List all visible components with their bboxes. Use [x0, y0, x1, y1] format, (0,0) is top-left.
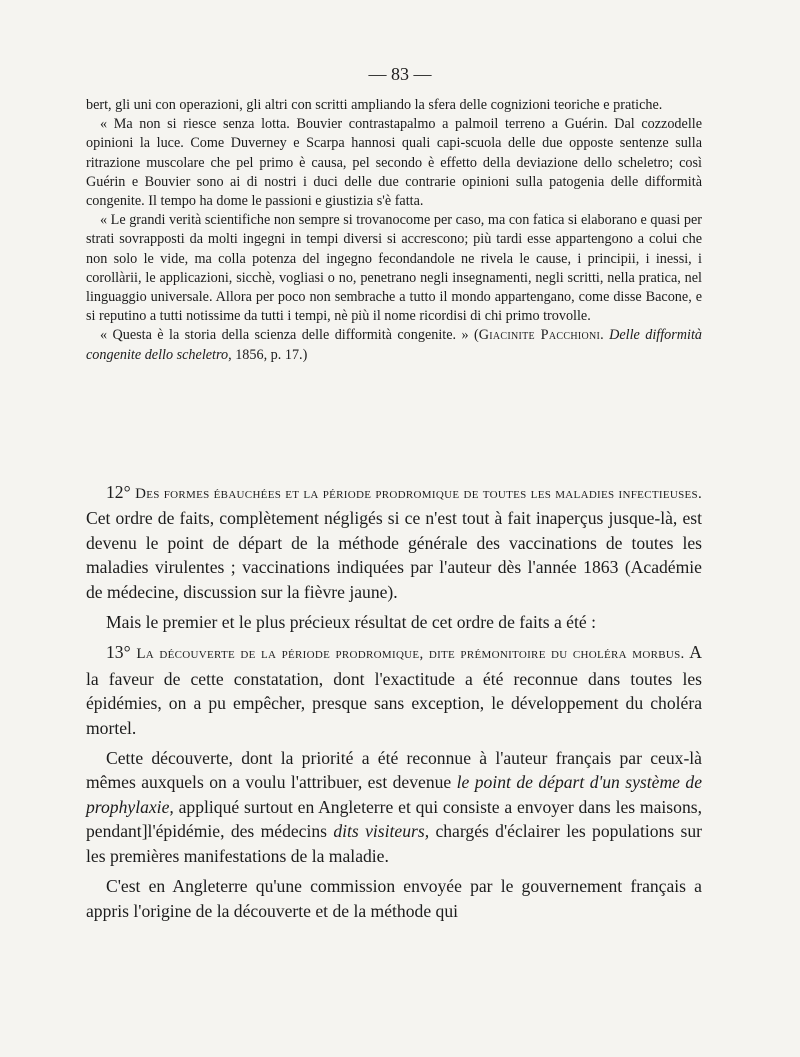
italian-quotation: [86, 96, 702, 365]
quote-author: Giacinite Pacchioni: [478, 327, 601, 344]
section-12: [86, 480, 702, 604]
quote-paragraph-4: [86, 326, 702, 364]
cette-text-3: chargés d'éclairer les populations sur les premières manifestations de la maladie.: [86, 821, 702, 866]
cette-text-2: appliqué surtout en Angleterre et qui consiste a envoyer dans les maisons, pendant]l'épidémie, des médecins: [86, 796, 702, 842]
page-number: — 83 —: [368, 64, 432, 84]
quote-closing-text: « Questa è la storia della scienza delle difformità congenite. » (: [100, 327, 479, 344]
section-12-number: 12°: [106, 482, 136, 502]
paragraph-cette: [86, 746, 702, 868]
section-13: [86, 640, 702, 740]
quote-book-title: Delle difformità congenite dello scheletro: [86, 327, 703, 363]
cette-emphasis-2: dits visiteurs,: [333, 821, 430, 842]
paragraph-cest: C'est en Angleterre qu'une commission envoyée par le gouvernement français a appris l'origine de la découverte et de la méthode qui: [86, 876, 702, 921]
section-13-number: 13°: [106, 642, 137, 663]
section-13-text: A la faveur de cette constatation, dont l'exactitude a été reconnue dans toutes les épidémies, on a pu empêcher, presque sans exception, le développement du choléra mortel.: [86, 642, 703, 738]
main-text: [86, 480, 702, 923]
paragraph-mais: Mais le premier et le plus précieux résultat de cet ordre de faits a été :: [106, 612, 596, 633]
quote-separator: .: [600, 327, 610, 344]
section-12-heading: Des formes ébauchées et la période prodromique de toutes les maladies infectieuses.: [135, 486, 702, 502]
cette-emphasis-1: le point de départ d'un système de prophylaxie,: [86, 772, 702, 817]
section-13-heading: La découverte de la période prodromique, dite prémonitoire du choléra morbus.: [136, 646, 685, 663]
quote-paragraph-3: « Le grandi verità scientifiche non sempre si trovanocome per caso, ma con fatica si elaborano e quasi per strati sovrapposti da molti ingegni in tempi diversi si accrescono; più tardi esse appartengono a colui che non solo le vide, ma colla potenza del ingegno fecondandole ne rivela le cause, i principii, i inessi, i corollàrii, le applicazioni, sicchè, vogliasi o no, penetrano negli insegnamenti, negli scritti, nella pratica, nel linguaggio universale. Allora per poco non sembrache a tutto il mondo appartengano, come disse Bacone, e si reputino a tutti notissime da tutti i tempi, nè più il nome ricordisi di chi primo trovolle.: [86, 212, 702, 325]
quote-paragraph-1: bert, gli uni con operazioni, gli altri con scritti ampliando la sfera delle cognizioni teoriche e pratiche.: [86, 97, 663, 113]
section-12-text: Cet ordre de faits, complètement négligés si ce n'est tout à fait inaperçus jusque-là, est devenu le point de départ de la méthode générale des vaccinations de toutes les maladies virulentes ; vaccinations indiquées par l'auteur dès l'année 1863 (Académie de médecine, discussion sur la fièvre jaune).: [86, 508, 702, 602]
quote-paragraph-2: « Ma non si riesce senza lotta. Bouvier contrastapalmo a palmoil terreno a Guérin. Dal cozzodelle opinioni la luce. Come Duverney e Scarpa hannosi quali capi-scuola delle due opposte sentenze sulla ritrazione muscolare che pel primo è causa, pel secondo è effetto della deviazione dello scheletro; così Guérin e Bouvier sono ai di nostri i duci delle due contrarie opinioni sulla patogenia delle difformità congenite. Il tempo ha dome le passioni e giustizia s'è fatta.: [86, 116, 702, 210]
quote-citation: , 1856, p. 17.): [228, 346, 308, 363]
cette-text-1: Cette découverte, dont la priorité a été reconnue à l'auteur français par ceux-là mêmes auxquels on a voulu l'attribuer, est devenue: [86, 748, 702, 793]
